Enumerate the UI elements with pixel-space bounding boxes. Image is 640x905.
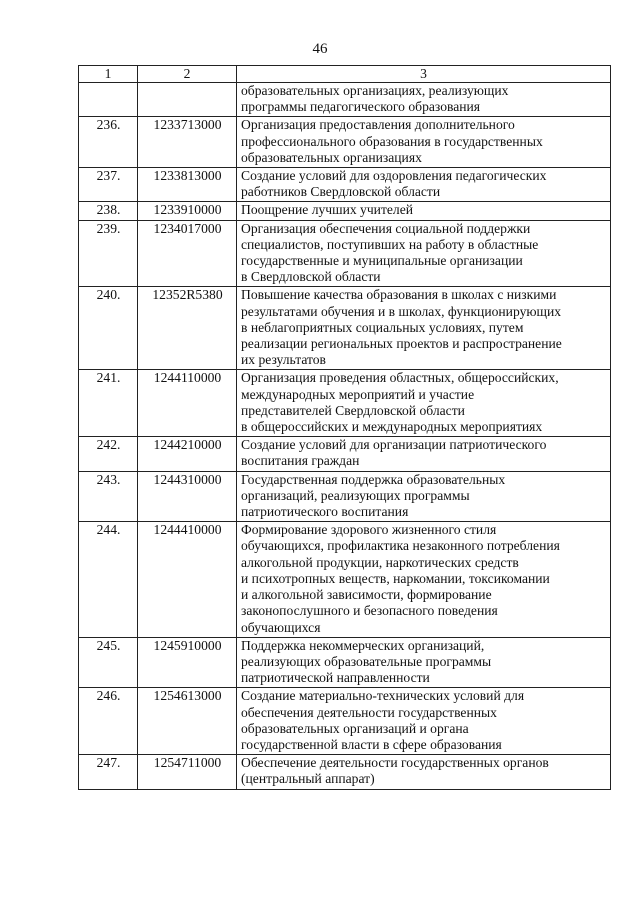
row-description xyxy=(237,437,611,471)
table-header-row xyxy=(79,66,611,83)
row-number: 242. xyxy=(79,437,138,471)
description-line: Создание условий для организации патриотического xyxy=(241,437,547,453)
description-line: профессионального образования в государственных xyxy=(241,133,543,149)
row-description xyxy=(237,522,611,637)
row-description xyxy=(237,202,611,220)
description-line: патриотической направленности xyxy=(241,670,430,686)
description-line: обучающихся, профилактика незаконного потребления xyxy=(241,538,560,554)
row-code: 1254613000 xyxy=(138,688,237,755)
row-description xyxy=(237,83,611,117)
row-number: 241. xyxy=(79,370,138,437)
description-line: в общероссийских и международных мероприятиях xyxy=(241,419,543,435)
description-line: законопослушного и безопасного поведения xyxy=(241,603,498,619)
description-line: Организация проведения областных, общероссийских, xyxy=(241,370,559,386)
row-description xyxy=(237,688,611,755)
row-code: 1244210000 xyxy=(138,437,237,471)
description-line: (центральный аппарат) xyxy=(241,771,375,787)
description-line: Обеспечение деятельности государственных органов xyxy=(241,755,549,771)
row-description xyxy=(237,637,611,688)
row-number xyxy=(79,83,138,117)
table-row xyxy=(79,471,611,522)
row-number: 237. xyxy=(79,168,138,202)
row-number: 239. xyxy=(79,220,138,287)
row-code: 1234017000 xyxy=(138,220,237,287)
description-line: международных мероприятий и участие xyxy=(241,386,475,402)
description-line: государственные и муниципальные организации xyxy=(241,253,523,269)
table-row xyxy=(79,202,611,220)
description-line: алкогольной продукции, наркотических средств xyxy=(241,554,519,570)
table-row xyxy=(79,287,611,370)
row-description xyxy=(237,370,611,437)
description-line: Повышение качества образования в школах с низкими xyxy=(241,287,557,303)
table-row xyxy=(79,168,611,202)
description-line: патриотического воспитания xyxy=(241,504,409,520)
description-line: воспитания граждан xyxy=(241,453,360,469)
row-number: 246. xyxy=(79,688,138,755)
description-line: организаций, реализующих программы xyxy=(241,487,470,503)
row-code: 1233910000 xyxy=(138,202,237,220)
table-row xyxy=(79,117,611,168)
description-line: и психотропных веществ, наркомании, токсикомании xyxy=(241,570,550,586)
row-code: 1254711000 xyxy=(138,755,237,789)
description-line: результатами обучения и в школах, функционирующих xyxy=(241,303,562,319)
row-description xyxy=(237,287,611,370)
description-line: их результатов xyxy=(241,352,326,368)
description-line: в неблагоприятных социальных условиях, путем xyxy=(241,319,524,335)
description-line: и алкогольной зависимости, формирование xyxy=(241,587,492,603)
row-number: 240. xyxy=(79,287,138,370)
row-description xyxy=(237,117,611,168)
description-line: образовательных организаций и органа xyxy=(241,720,469,736)
table-row xyxy=(79,220,611,287)
row-code: 1244110000 xyxy=(138,370,237,437)
header-col-1: 1 xyxy=(79,66,138,83)
description-line: работников Свердловской области xyxy=(241,184,441,200)
description-line: образовательных организациях, реализующих xyxy=(241,83,509,98)
row-code: 1244310000 xyxy=(138,471,237,522)
row-code: 1244410000 xyxy=(138,522,237,637)
description-line: Создание условий для оздоровления педагогических xyxy=(241,168,547,184)
description-line: специалистов, поступивших на работу в областные xyxy=(241,236,539,252)
description-line: Организация обеспечения социальной поддержки xyxy=(241,220,531,236)
row-description xyxy=(237,220,611,287)
description-line: Организация предоставления дополнительного xyxy=(241,117,515,133)
description-line: программы педагогического образования xyxy=(241,99,481,115)
description-line: в Свердловской области xyxy=(241,269,381,285)
table-row xyxy=(79,637,611,688)
header-col-2: 2 xyxy=(138,66,237,83)
row-code: 1245910000 xyxy=(138,637,237,688)
table-row xyxy=(79,437,611,471)
row-code xyxy=(138,83,237,117)
row-number: 238. xyxy=(79,202,138,220)
document-table xyxy=(78,65,611,790)
table-row xyxy=(79,522,611,637)
description-line: представителей Свердловской области xyxy=(241,402,465,418)
table-row xyxy=(79,755,611,789)
row-number: 247. xyxy=(79,755,138,789)
table-row xyxy=(79,83,611,117)
description-line: обучающихся xyxy=(241,619,321,635)
page-number: 46 xyxy=(312,41,328,57)
table-row xyxy=(79,688,611,755)
description-line: реализующих образовательные программы xyxy=(241,653,492,669)
description-line: Формирование здорового жизненного стиля xyxy=(241,522,497,538)
description-line: обеспечения деятельности государственных xyxy=(241,704,497,720)
description-line: образовательных организациях xyxy=(241,149,422,165)
row-number: 244. xyxy=(79,522,138,637)
header-col-3: 3 xyxy=(237,66,611,83)
row-description xyxy=(237,755,611,789)
row-code: 1233713000 xyxy=(138,117,237,168)
row-number: 243. xyxy=(79,471,138,522)
description-line: государственной власти в сфере образования xyxy=(241,736,502,752)
table-body xyxy=(79,66,611,790)
description-line: Поощрение лучших учителей xyxy=(241,202,414,218)
row-description xyxy=(237,471,611,522)
description-line: Поддержка некоммерческих организаций, xyxy=(241,637,485,653)
row-code: 12352R5380 xyxy=(138,287,237,370)
description-line: Государственная поддержка образовательных xyxy=(241,471,506,487)
description-line: Создание материально-технических условий для xyxy=(241,688,525,704)
row-number: 245. xyxy=(79,637,138,688)
row-description xyxy=(237,168,611,202)
table-row xyxy=(79,370,611,437)
description-line: реализации региональных проектов и распространение xyxy=(241,336,562,352)
row-number: 236. xyxy=(79,117,138,168)
row-code: 1233813000 xyxy=(138,168,237,202)
